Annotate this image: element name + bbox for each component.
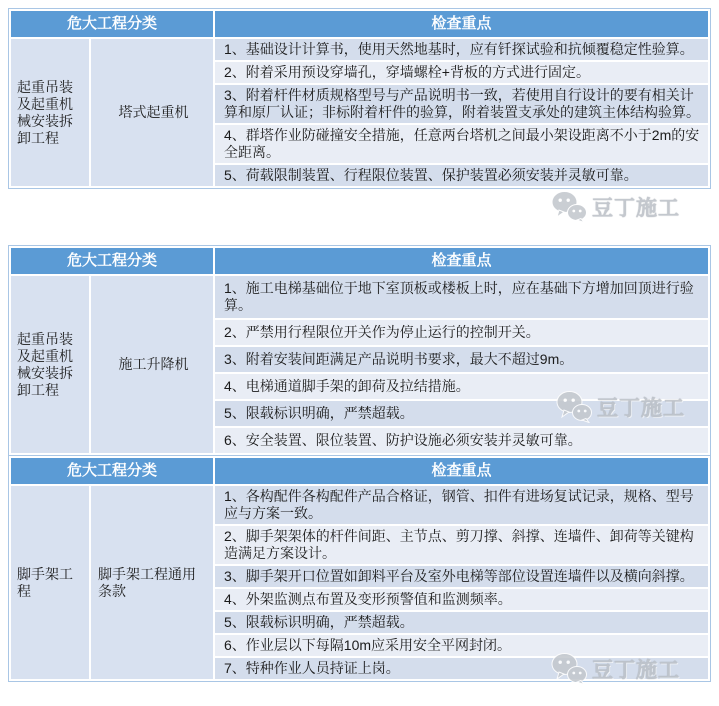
inspection-item-cell: 5、限载标识明确，严禁超载。 [215, 612, 708, 633]
category-cell: 脚手架工程 [11, 486, 89, 679]
inspection-table [8, 245, 711, 456]
inspection-item-cell: 2、脚手架架体的杆件间距、主节点、剪刀撑、斜撑、连墙件、卸荷等关键构造满足方案设计。 [215, 526, 708, 564]
inspection-item-cell: 6、安全装置、限位装置、防护设施必须安装并灵敏可靠。 [215, 428, 708, 453]
watermark-douding-1 [551, 190, 680, 223]
column-header-inspection: 检查重点 [215, 458, 708, 484]
column-header-classification: 危大工程分类 [11, 248, 213, 274]
risk-table-3 [8, 455, 711, 682]
wechat-icon [551, 190, 587, 223]
inspection-item-cell: 7、特种作业人员持证上岗。 [215, 658, 708, 679]
column-header-inspection: 检查重点 [215, 11, 708, 37]
watermark-text: 豆丁施工 [592, 658, 680, 682]
inspection-item-cell: 5、限载标识明确，严禁超载。 [215, 401, 708, 426]
subcategory-cell: 塔式起重机 [91, 39, 213, 186]
column-header-classification: 危大工程分类 [11, 458, 213, 484]
inspection-item-cell: 4、群塔作业防碰撞安全措施，任意两台塔机之间最小架设距离不小于2m的安全距离。 [215, 125, 708, 163]
inspection-item-cell: 4、电梯通道脚手架的卸荷及拉结措施。 [215, 374, 708, 399]
category-cell: 起重吊装及起重机械安装拆卸工程 [11, 276, 89, 453]
inspection-item-cell: 1、各构配件各构配件产品合格证，钢管、扣件有进场复试记录，规格、型号应与方案一致。 [215, 486, 708, 524]
inspection-item-cell: 1、基础设计计算书，使用天然地基时，应有钎探试验和抗倾覆稳定性验算。 [215, 39, 708, 60]
watermark-text: 豆丁施工 [592, 196, 680, 220]
risk-table-2 [8, 245, 711, 456]
subcategory-cell: 施工升降机 [91, 276, 213, 453]
watermark-text: 豆丁施工 [597, 396, 685, 420]
inspection-table [8, 455, 711, 682]
inspection-item-cell: 4、外架监测点布置及变形预警值和监测频率。 [215, 589, 708, 610]
inspection-item-cell: 3、附着安装间距满足产品说明书要求，最大不超过9m。 [215, 347, 708, 372]
column-header-inspection: 检查重点 [215, 248, 708, 274]
inspection-item-cell: 2、附着采用预设穿墙孔，穿墙螺栓+背板的方式进行固定。 [215, 62, 708, 83]
inspection-item-cell: 1、施工电梯基础位于地下室顶板或楼板上时，应在基础下方增加回顶进行验算。 [215, 276, 708, 318]
column-header-classification: 危大工程分类 [11, 11, 213, 37]
inspection-item-cell: 3、脚手架开口位置如卸料平台及室外电梯等部位设置连墙件以及横向斜撑。 [215, 566, 708, 587]
inspection-item-cell: 6、作业层以下每隔10m应采用安全平网封闭。 [215, 635, 708, 656]
category-cell: 起重吊装及起重机械安装拆卸工程 [11, 39, 89, 186]
inspection-item-cell: 5、荷载限制装置、行程限位装置、保护装置必须安装并灵敏可靠。 [215, 165, 708, 186]
risk-table-1 [8, 8, 711, 189]
subcategory-cell: 脚手架工程通用条款 [91, 486, 213, 679]
inspection-item-cell: 3、附着杆件材质规格型号与产品说明书一致，若使用自行设计的要有相关计算和原厂认证；非标附着杆件的验算，附着装置支承处的建筑主体结构验算。 [215, 85, 708, 123]
inspection-item-cell: 2、严禁用行程限位开关作为停止运行的控制开关。 [215, 320, 708, 345]
inspection-table [8, 8, 711, 189]
